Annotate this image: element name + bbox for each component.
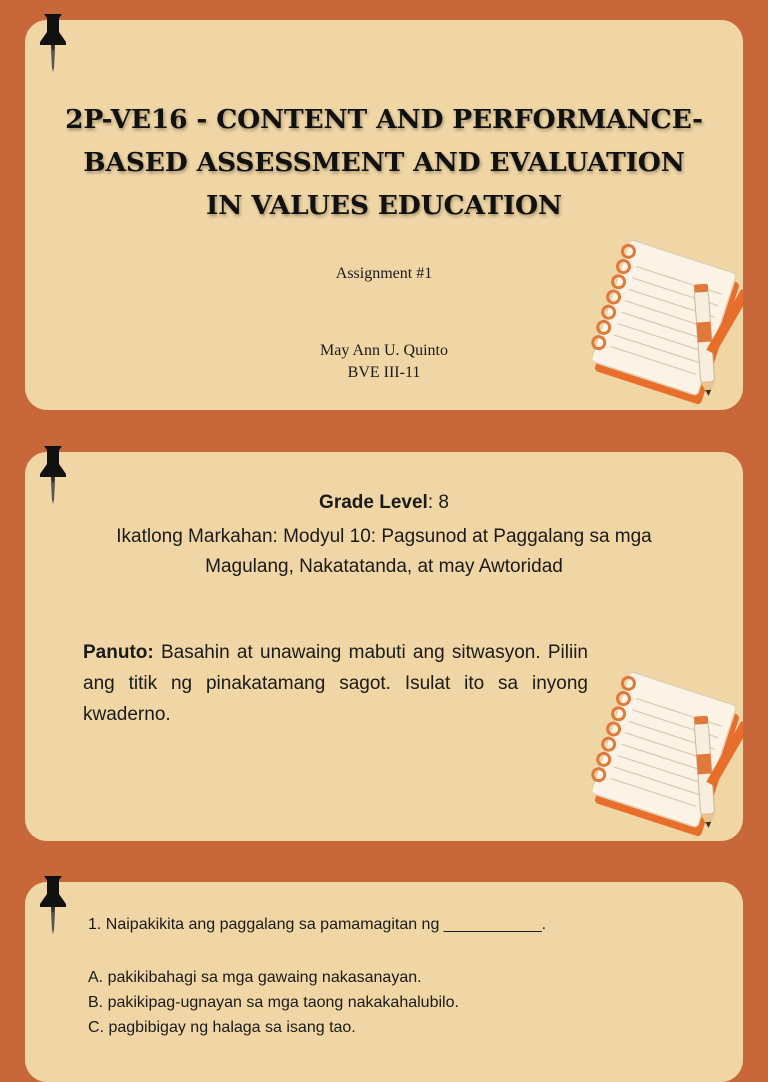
instruction-label: Panuto: <box>83 642 154 663</box>
title-line-2: BASED ASSESSMENT AND EVALUATION <box>83 147 685 178</box>
title-slide <box>25 20 743 410</box>
question-text: 1. Naipakikita ang paggalang sa pamamagitan ng ___________. <box>88 916 547 933</box>
title-line-3: IN VALUES EDUCATION <box>206 190 562 221</box>
answer-choices <box>88 965 459 1040</box>
grade-value: : 8 <box>427 492 449 513</box>
question-slide <box>25 882 743 1082</box>
push-pin-icon <box>36 444 70 506</box>
module-title <box>65 522 703 582</box>
push-pin-icon <box>36 874 70 936</box>
push-pin-icon <box>36 12 70 74</box>
grade-label: Grade Level <box>319 492 428 513</box>
choice-c: C. pagbibigay ng halaga sa isang tao. <box>88 1019 356 1036</box>
page-title <box>25 98 743 227</box>
assignment-label: Assignment #1 <box>335 265 433 282</box>
instruction-text: Basahin at unawaing mabuti ang sitwasyon. Piliin ang titik ng pinakatamang sagot. Isulat ito sa inyong kwaderno. <box>83 642 588 725</box>
notebook-pencil-icon <box>585 230 743 410</box>
grade-level <box>25 492 743 514</box>
title-line-1: 2P-VE16 - CONTENT AND PERFORMANCE- <box>65 104 703 135</box>
instructions <box>83 637 588 730</box>
choice-b: B. pakikipag-ugnayan sa mga taong nakakahalubilo. <box>88 994 459 1011</box>
notebook-pencil-icon <box>585 662 743 841</box>
author-name: May Ann U. Quinto <box>320 342 448 359</box>
section-label: BVE III-11 <box>347 364 421 381</box>
choice-a: A. pakikibahagi sa mga gawaing nakasanayan. <box>88 969 422 986</box>
module-slide <box>25 452 743 841</box>
module-line-2: Magulang, Nakatatanda, at may Awtoridad <box>205 556 563 577</box>
module-line-1: Ikatlong Markahan: Modyul 10: Pagsunod at Paggalang sa mga <box>116 526 652 547</box>
